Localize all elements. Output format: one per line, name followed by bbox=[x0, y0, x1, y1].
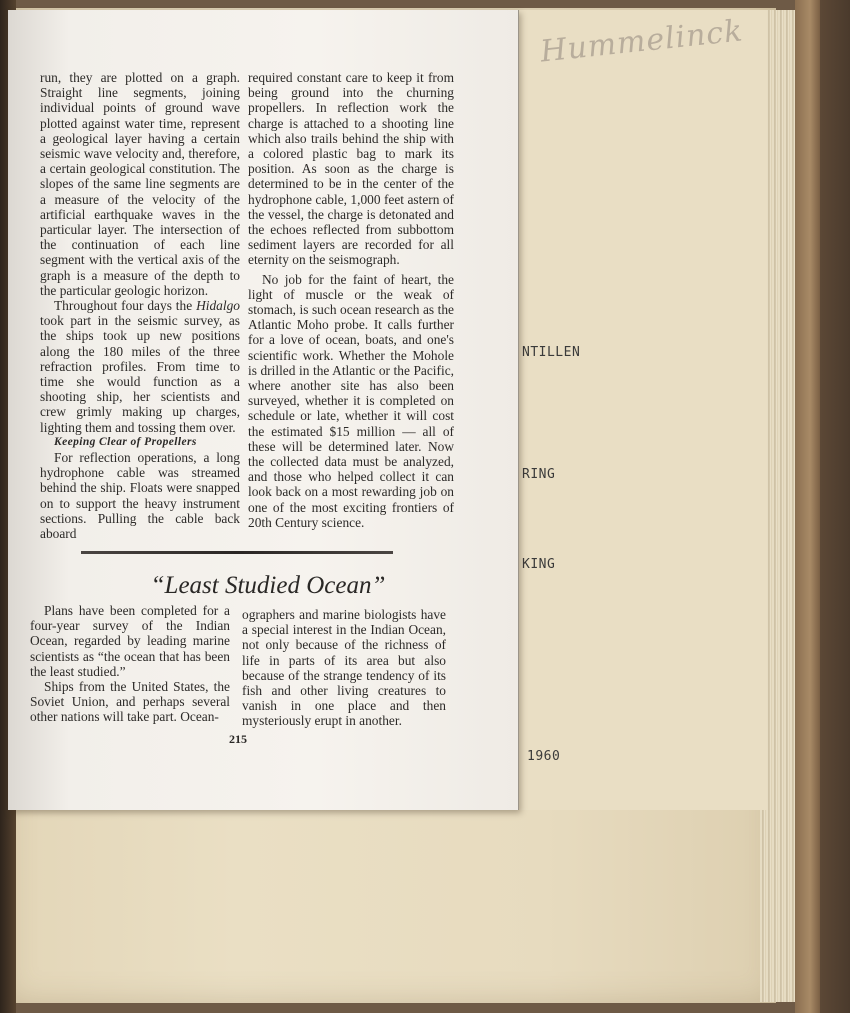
sidebar-paragraph: Plans have been completed for a four-year survey of the Indian Ocean, regarded by leading marine scientists as “the ocean that has been the least studied.” bbox=[30, 603, 230, 679]
sidebar-paragraph: ographers and marine biologists have a special interest in the Indian Ocean, not only because of the richness of life in parts of its area but also because of the strange tendency of its fish and other living creatures to vanish in one place and then mysteriously erupt in another. bbox=[242, 607, 446, 729]
text-run: Throughout four days the bbox=[54, 298, 197, 314]
binder-cover-edge bbox=[820, 0, 850, 1013]
binder-spine bbox=[795, 0, 820, 1013]
article-paragraph: required constant care to keep it from being ground into the churning propellers. In reflection work the charge is attached to a shooting line which also trails behind the ship with a colored plastic bag to mark its position. As soon as the charge is determined to be in the center of the hydrophone cable, 1,000 feet astern of the vessel, the charge is detonated and the echoes reflected from subbottom sediment layers are recorded for all eternity on the seismograph. bbox=[248, 70, 454, 268]
typed-fragment-1: NTILLEN bbox=[522, 345, 581, 360]
magazine-page bbox=[8, 10, 519, 810]
article-paragraph: run, they are plotted on a graph. Straight line segments, joining individual points of ground wave plotted against water time, represent a geological layer having a certain seismic wave velocity and, therefore, a certain geological constitution. The slopes of the same line segments are a measure of the velocity of the artificial earthquake waves in the particular layer. The intersection of the continuation of each line segment with the vertical axis of the graph is a measure of the depth to the particular geologic horizon. bbox=[40, 70, 240, 298]
page-number: 215 bbox=[229, 732, 247, 746]
sidebar-column-1 bbox=[30, 603, 230, 725]
article-column-1 bbox=[40, 70, 240, 541]
article-paragraph: No job for the faint of heart, the light of muscle or the weak of stomach, is such ocean research as the Atlantic Moho probe. It calls further for a love of ocean, boats, and one's scientific work. Whether the Mohole is drilled in the Atlantic or the Pacific, where another site has also been surveyed, whether it is completed on schedule or late, whether it will cost the estimated $15 million — all of these will be determined later. Now the collected data must be analyzed, and those who helped collect it can look back on a most rewarding job on one of the most exciting frontiers of 20th Century science. bbox=[248, 271, 454, 530]
section-subheading: Keeping Clear of Propellers bbox=[54, 435, 197, 448]
sidebar-column-2 bbox=[242, 607, 446, 729]
sidebar-paragraph: Ships from the United States, the Soviet Union, and perhaps several other nations will take part. Ocean- bbox=[30, 679, 230, 725]
section-divider-rule bbox=[81, 551, 393, 554]
handwritten-name: Hummelinck bbox=[538, 13, 745, 70]
sidebar-headline: “Least Studied Ocean” bbox=[150, 572, 386, 599]
typed-fragment-2: RING bbox=[522, 467, 556, 482]
article-column-2 bbox=[248, 70, 454, 530]
ship-name: Hidalgo bbox=[196, 298, 240, 314]
typed-fragment-3: KING bbox=[522, 557, 556, 572]
article-paragraph: For reflection operations, a long hydrophone cable was streamed behind the ship. Floats were snapped on to support the heavy instrument sections. Pulling the cable back aboard bbox=[40, 450, 240, 542]
article-paragraph bbox=[40, 298, 240, 435]
typed-year: 1960 bbox=[527, 749, 561, 764]
typed-sheet bbox=[515, 10, 767, 810]
text-run: took part in the seismic survey, as the ships took up new positions along the 180 miles of the three refraction profiles. From time to time she would function as a shooting ship, her scientists and crew grimly making up charges, lighting them and tossing them over. bbox=[40, 313, 240, 435]
